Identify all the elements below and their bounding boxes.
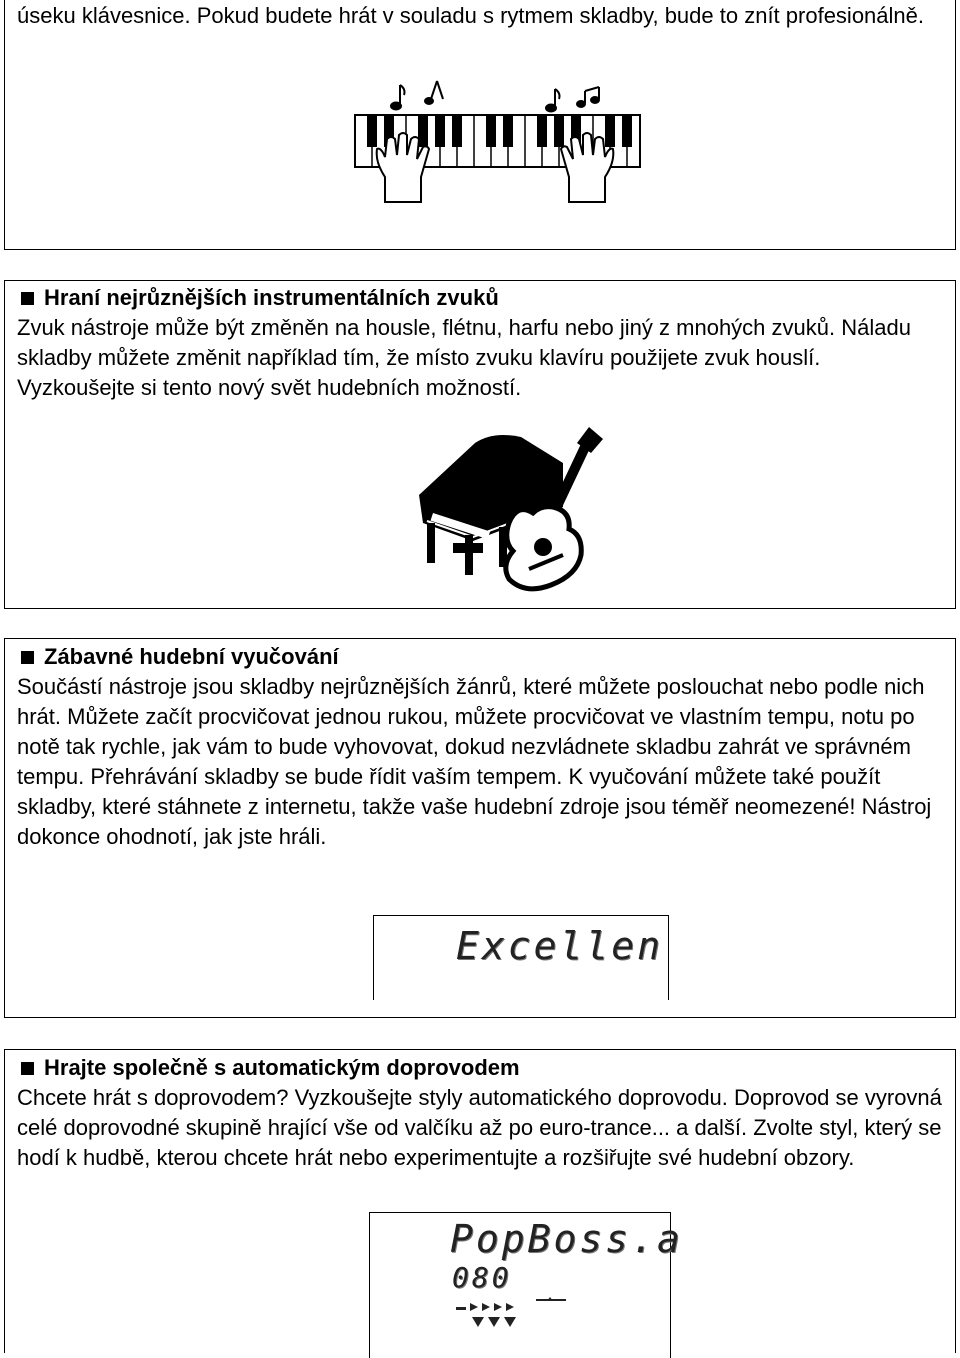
bullet-square-icon	[21, 651, 34, 664]
section-box-1	[4, 0, 956, 250]
piano-and-guitar-icon	[413, 423, 613, 593]
section-4-heading-text: Hrajte společně s automatickým doprovodem	[44, 1055, 520, 1080]
lcd-display-evaluation	[373, 915, 669, 1000]
bullet-square-icon	[21, 292, 34, 305]
lcd-style-number: 080	[452, 1261, 512, 1294]
lcd-display-style	[369, 1212, 683, 1358]
bullet-square-icon	[21, 1062, 34, 1075]
lcd-beat-indicator-icon	[456, 1297, 576, 1337]
lcd-style-name: PopBoss.a	[450, 1217, 683, 1261]
section-3-heading-text: Zábavné hudební vyučování	[44, 644, 339, 669]
piano-keyboard-hands-notes-icon	[345, 77, 645, 212]
section-2-heading-text: Hraní nejrůznějších instrumentálních zvuků	[44, 285, 499, 310]
section-box-3	[4, 638, 956, 1018]
section-4-heading	[17, 1053, 943, 1083]
section-3-text: Součástí nástroje jsou skladby nejrůznějších žánrů, které můžete poslouchat nebo podle nich hrát. Můžete začít procvičovat jednou rukou, můžete procvičovat ve vlastním tempu, notu po notě tak rychle, jak vám to bude vyhovovat, dokud nezvládnete skladbu zahrát ve správném tempu. Přehrávání skladby se bude řídit vaším tempem. K vyučování můžete také použít skladby, které stáhnete z internetu, takže vaše hudební zdroje jsou téměř neomezené! Nástroj dokonce ohodnotí, jak jste hráli.	[17, 674, 932, 849]
section-box-2	[4, 280, 956, 609]
section-2-text: Zvuk nástroje může být změněn na housle, flétnu, harfu nebo jiný z mnohých zvuků. Náladu skladby můžete změnit například tím, že místo zvuku klavíru použijete zvuk houslí. Vyzkoušejte si tento nový svět hudebních možností.	[17, 315, 911, 400]
section-2-heading	[17, 283, 943, 313]
section-1-text: úseku klávesnice. Pokud budete hrát v souladu s rytmem skladby, bude to znít profesionálně.	[17, 3, 924, 28]
section-box-4	[4, 1049, 956, 1353]
lcd-evaluation-text: Excellen	[456, 924, 664, 968]
section-4-text: Chcete hrát s doprovodem? Vyzkoušejte styly automatického doprovodu. Doprovod se vyrovná celé doprovodné skupině hrající vše od valčíku až po euro-trance... a další. Zvolte styl, který se hodí k hudbě, kterou chcete hrát nebo experimentujte a rozšiřujte své hudební obzory.	[17, 1085, 942, 1170]
section-3-heading	[17, 642, 943, 672]
